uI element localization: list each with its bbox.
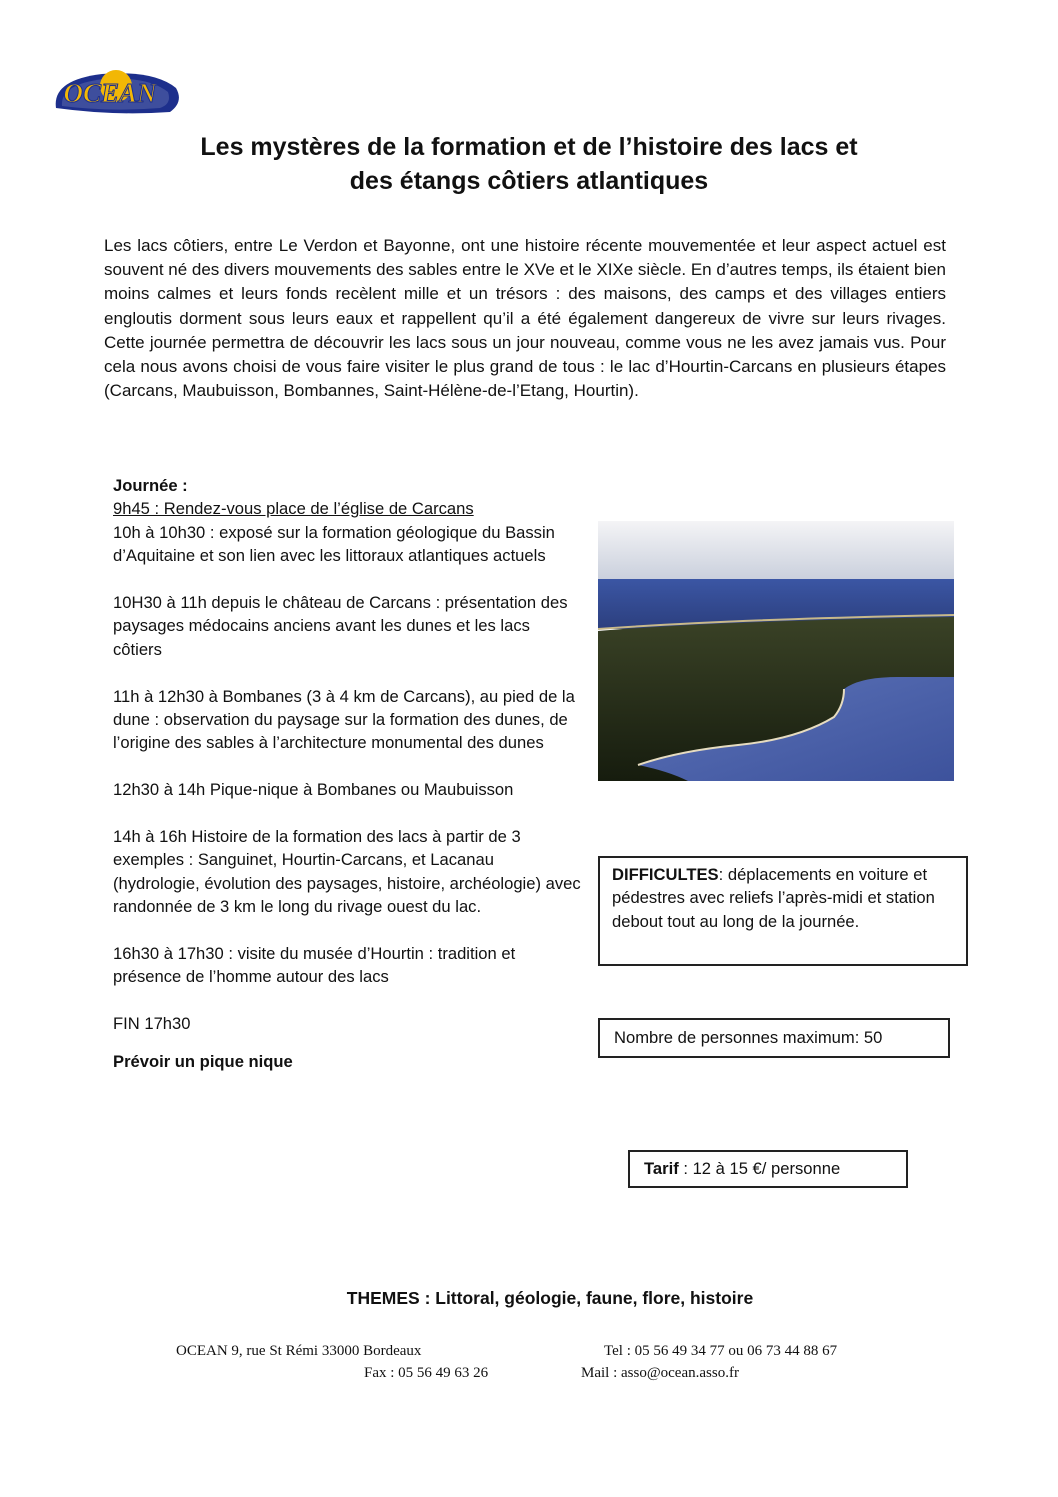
footer-tel: Tel : 05 56 49 34 77 ou 06 73 44 88 67 <box>604 1343 838 1359</box>
tarif-box <box>628 1150 908 1188</box>
logo-text: OCEAN <box>63 78 157 108</box>
schedule-item: 11h à 12h30 à Bombanes (3 à 4 km de Carcans), au pied de la dune : observation du paysage sur la formation des dunes, de l’origine des sables à l’architecture monumental des dunes <box>113 686 575 753</box>
schedule-item: 10H30 à 11h depuis le château de Carcans : présentation des paysages médocains anciens avant les dunes et les lacs côtiers <box>113 593 568 659</box>
schedule-heading: Journée : <box>113 476 188 495</box>
title-line-2: des étangs côtiers atlantiques <box>349 167 709 195</box>
themes-line: THEMES : Littoral, géologie, faune, flore, histoire <box>346 1288 754 1308</box>
difficulty-label: DIFFICULTES <box>612 865 719 884</box>
schedule-item: 12h30 à 14h Pique-nique à Bombanes ou Maubuisson <box>113 780 514 800</box>
aerial-lake-photo <box>598 521 954 781</box>
footer-address: OCEAN 9, rue St Rémi 33000 Bordeaux <box>176 1343 422 1359</box>
title-line-1: Les mystères de la formation et de l’histoire des lacs et <box>200 133 858 161</box>
logo-graphic <box>44 62 184 118</box>
schedule-bring: Prévoir un pique nique <box>113 1051 293 1071</box>
footer-mail: Mail : asso@ocean.asso.fr <box>581 1365 739 1381</box>
schedule <box>113 474 583 1096</box>
footer-fax: Fax : 05 56 49 63 26 <box>364 1365 489 1381</box>
tarif-text: : 12 à 15 €/ personne <box>678 1159 841 1178</box>
schedule-item: 14h à 16h Histoire de la formation des lacs à partir de 3 exemples : Sanguinet, Hourtin-Carcans, et Lacanau (hydrologie, évolution des paysages, histoire, archéologie) avec randonnée de 3 km le long du rivage ouest du lac. <box>113 827 581 917</box>
page-title <box>100 130 958 198</box>
schedule-item: 16h30 à 17h30 : visite du musée d’Hourtin : tradition et présence de l’homme autour des lacs <box>113 944 516 987</box>
schedule-item: 10h à 10h30 : exposé sur la formation géologique du Bassin d’Aquitaine et son lien avec les littoraux atlantiques actuels <box>113 522 555 566</box>
schedule-rdv: 9h45 : Rendez-vous place de l’église de Carcans <box>113 499 474 519</box>
ocean-logo <box>44 62 184 118</box>
max-people-box <box>598 1018 950 1058</box>
max-people-text: Nombre de personnes maximum: 50 <box>614 1028 883 1047</box>
difficulty-text: : déplacements en voiture et pédestres avec reliefs l’après-midi et station debout tout au long de la journée. <box>612 865 935 931</box>
tarif-label: Tarif <box>644 1159 679 1178</box>
schedule-end: FIN 17h30 <box>113 1014 191 1034</box>
intro-paragraph: Les lacs côtiers, entre Le Verdon et Bayonne, ont une histoire récente mouvementée et leur aspect actuel est souvent né des divers mouvements des sables entre le XVe et le XIXe siècle. En d’autres temps, ils étaient bien moins calmes et leurs fonds recèlent mille et un trésors : des maisons, des camps et des villages entiers engloutis dorment sous leurs eaux et rappellent qu’il a été également dangereux de vivre sur leurs rivages. Cette journée permettra de découvrir les lacs sous un jour nouveau, comme vous ne les avez jamais vus. Pour cela nous avons choisi de vous faire visiter le plus grand de tous : le lac d’Hourtin-Carcans en plusieurs étapes (Carcans, Maubuisson, Bombannes, Saint-Hélène-de-l’Etang, Hourtin). <box>104 236 946 401</box>
difficulty-box <box>598 856 968 966</box>
